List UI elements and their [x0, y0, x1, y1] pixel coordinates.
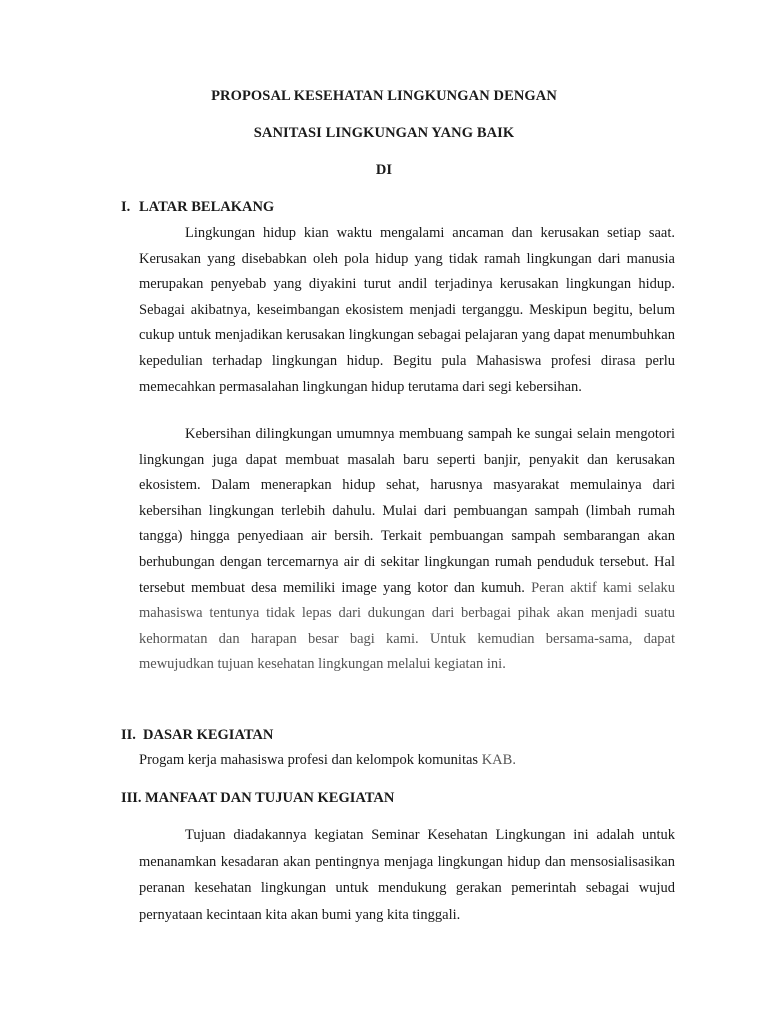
paragraph-manfaat-tujuan: Tujuan diadakannya kegiatan Seminar Kesehatan Lingkungan ini adalah untuk menanamkan kesadaran akan pentingnya menjaga lingkungan hidup dan mensosialisasikan peranan kesehatan lingkungan untuk mendukung gerakan pemerintah sebagai wujud pernyataan kecintaan kita akan bumi yang kita tinggali.	[139, 827, 675, 923]
section-title: DASAR KEGIATAN	[143, 727, 274, 743]
section-title: LATAR BELAKANG	[139, 199, 275, 215]
section-number: II.	[121, 727, 136, 743]
section-heading-latar-belakang	[121, 199, 274, 216]
paragraph-latar-belakang-2	[139, 422, 675, 678]
paragraph-latar-belakang-1: Lingkungan hidup kian waktu mengalami ancaman dan kerusakan setiap saat. Kerusakan yang disebabkan oleh pola hidup yang tidak ramah lingkungan dari manusia merupakan penyebab yang diyakini turut andil terjadinya kerusakan lingkungan hidup. Sebagai akibatnya, keseimbangan ekosistem menjadi terganggu. Meskipun begitu, belum cukup untuk menjadikan kerusakan lingkungan sebagai pelajaran yang dapat menumbuhkan kepedulian terhadap lingkungan hidup. Begitu pula Mahasiswa profesi dirasa perlu memecahkan permasalahan lingkungan hidup terutama dari segi kebersihan.	[139, 225, 675, 395]
dasar-kegiatan-text	[139, 752, 516, 769]
document-title-line-1: PROPOSAL KESEHATAN LINGKUNGAN DENGAN	[211, 88, 557, 104]
dasar-kegiatan-tail: KAB.	[481, 752, 516, 768]
paragraph-text: Kebersihan dilingkungan umumnya membuang sampah ke sungai selain mengotori lingkungan juga dapat membuat masalah baru seperti banjir, penyakit dan kerusakan ekosistem. Dalam menerapkan hidup sehat, harusnya masyarakat memulainya dari kebersihan lingkungan terlebih dahulu. Mulai dari pembuangan sampah (limbah rumah tangga) hingga penyediaan air bersih. Terkait pembuangan sampah sembarangan akan berhubungan dengan tercemarnya air di sekitar lingkungan rumah penduduk tersebut. Hal tersebut membuat desa memiliki image yang kotor dan kumuh.	[139, 426, 675, 596]
section-number: III.	[121, 790, 142, 806]
section-heading-dasar-kegiatan	[121, 727, 273, 744]
dasar-kegiatan-main: Progam kerja mahasiswa profesi dan kelompok komunitas	[139, 752, 479, 768]
section-title: MANFAAT DAN TUJUAN KEGIATAN	[145, 790, 395, 806]
section-number: I.	[121, 199, 131, 215]
paragraph-text-faded: Peran aktif kami selaku mahasiswa tentunya tidak lepas dari dukungan dari berbagai pihak akan menjadi suatu kehormatan dan harapan besar bagi kami. Untuk kemudian bersama-sama, dapat mewujudkan tujuan kesehatan lingkungan melalui kegiatan ini.	[139, 579, 676, 673]
section-heading-manfaat-tujuan	[121, 790, 394, 807]
document-title-line-2: SANITASI LINGKUNGAN YANG BAIK	[253, 125, 515, 141]
document-title-line-3: DI	[375, 162, 393, 178]
